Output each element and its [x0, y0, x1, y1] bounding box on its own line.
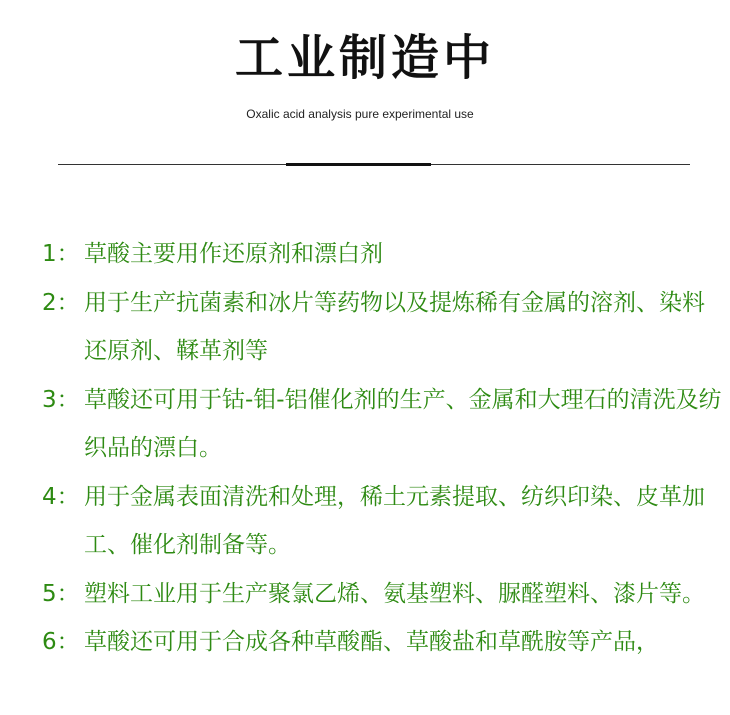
- item-number: 3：: [42, 386, 80, 413]
- item-text: 用于生产抗菌素和冰片等药物以及提炼稀有金属的溶剂、染料还原剂、鞣革剂等: [84, 289, 705, 364]
- list-item: [42, 473, 722, 570]
- list-item: [42, 279, 722, 376]
- item-number: 1：: [42, 241, 80, 267]
- list-item: [42, 618, 722, 667]
- page-subtitle: Oxalic acid analysis pure experimental use: [246, 107, 474, 121]
- list-item: [42, 230, 722, 279]
- item-text: 塑料工业用于生产聚氯乙烯、氨基塑料、脲醛塑料、漆片等。: [84, 580, 705, 607]
- list-item: [42, 570, 722, 619]
- item-number: 2：: [42, 289, 80, 316]
- item-text: 用于金属表面清洗和处理，稀土元素提取、纺织印染、皮革加工、催化剂制备等。: [84, 483, 705, 558]
- divider-accent: [286, 163, 431, 166]
- item-number: 5：: [42, 580, 80, 607]
- item-text: 草酸还可用于钴-钼-铝催化剂的生产、金属和大理石的清洗及纺织品的漂白。: [84, 386, 722, 461]
- item-text: 草酸主要用作还原剂和漂白剂: [84, 241, 383, 267]
- item-number: 4：: [42, 483, 80, 510]
- page-title: 工业制造中: [234, 30, 495, 86]
- usage-list: [42, 230, 722, 667]
- item-number: 6：: [42, 629, 80, 655]
- list-item: [42, 376, 722, 473]
- item-text: 草酸还可用于合成各种草酸酯、草酸盐和草酰胺等产品，: [84, 629, 659, 655]
